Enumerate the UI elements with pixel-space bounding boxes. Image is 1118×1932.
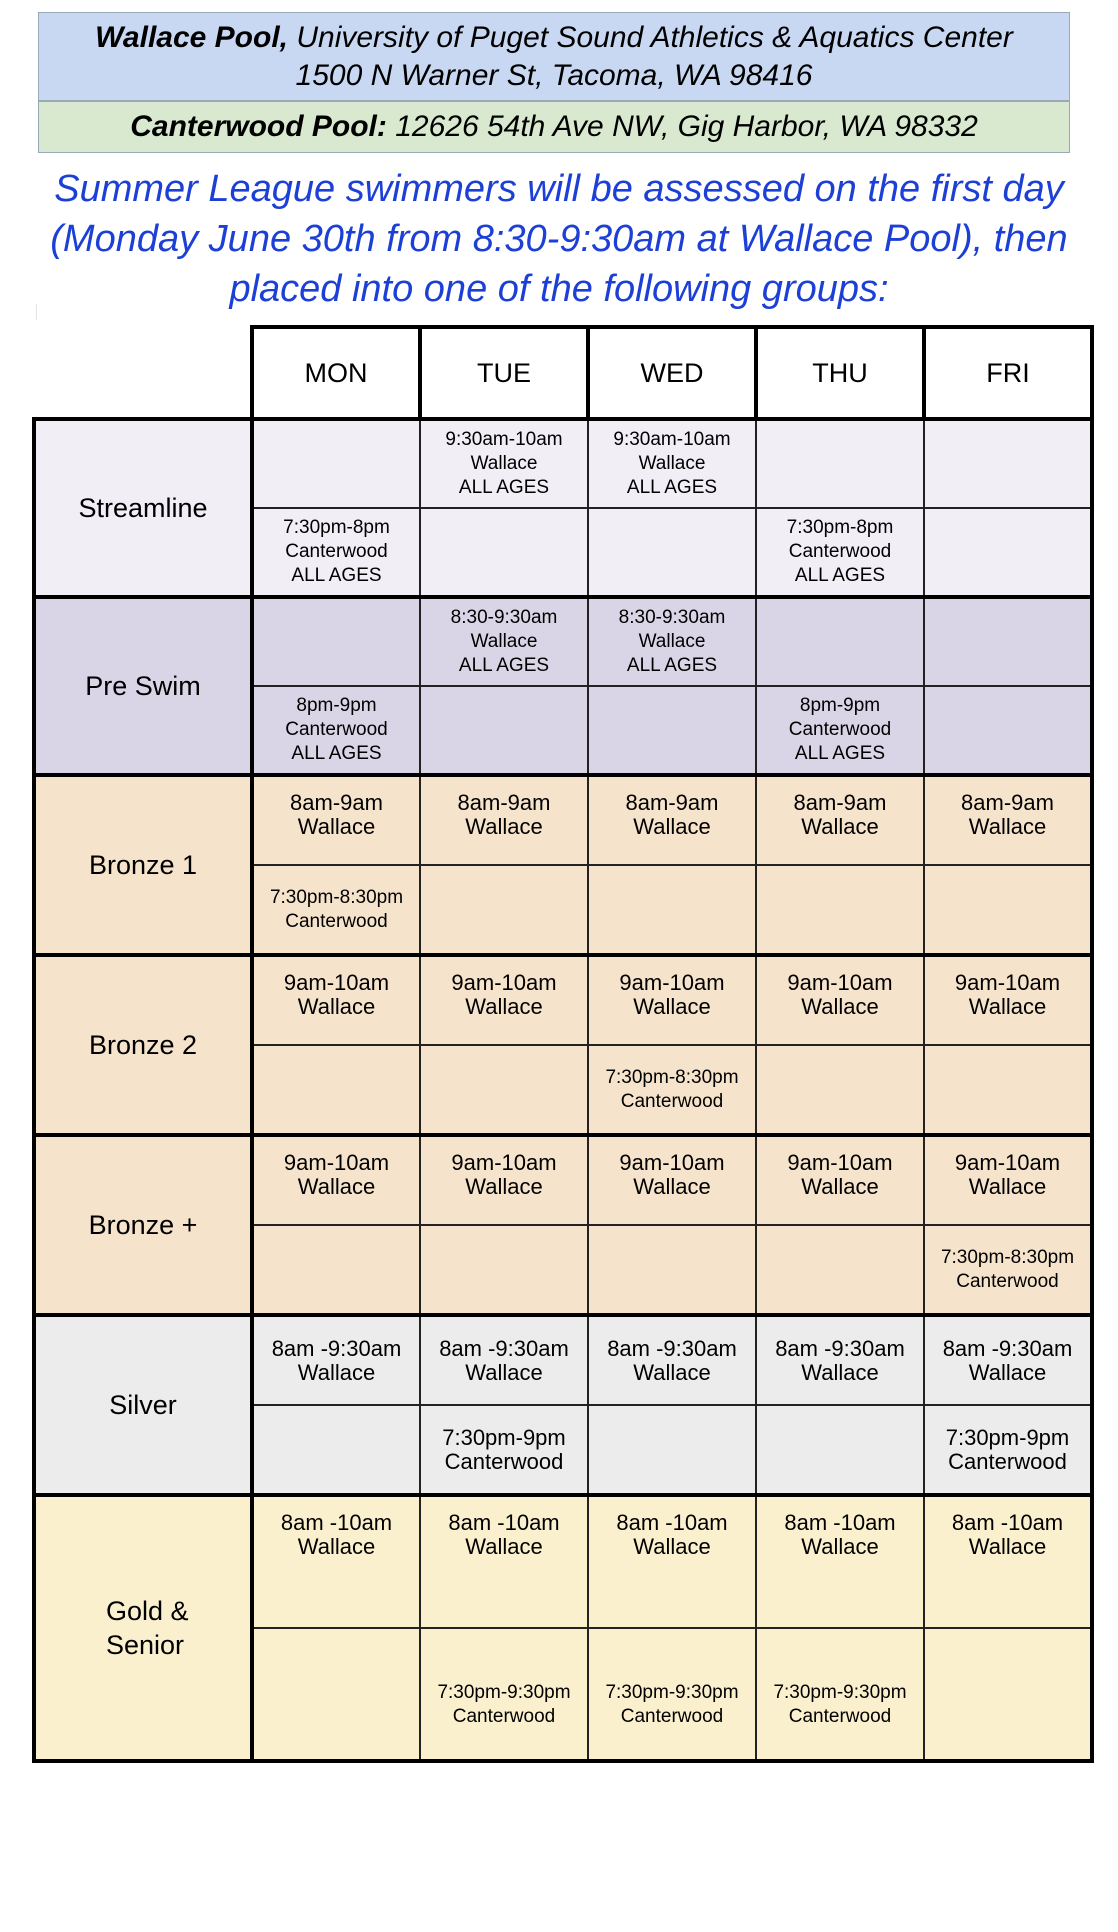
session-cell (924, 419, 1092, 508)
schedule-row (34, 775, 1092, 865)
session-cell: 8pm-9pm Canterwood ALL AGES (252, 686, 420, 775)
session-cell: 9am-10am Wallace (924, 1135, 1092, 1225)
session-cell: 8am -10am Wallace (252, 1495, 420, 1628)
group-label: Pre Swim (34, 597, 252, 775)
session-cell (588, 865, 756, 955)
session-cell (420, 1045, 588, 1135)
session-cell (756, 597, 924, 686)
wallace-pool-banner (38, 12, 1070, 101)
group-label: Silver (34, 1315, 252, 1495)
schedule-row (34, 1135, 1092, 1225)
group-label: Streamline (34, 419, 252, 597)
assessment-notice: Summer League swimmers will be assessed on the first day (Monday June 30th from 8:30-9:30am at Wallace Pool), then placed into one of the following groups: (50, 168, 1068, 310)
group-streamline (34, 419, 1092, 597)
session-cell (420, 686, 588, 775)
session-cell (252, 597, 420, 686)
schedule-table (32, 325, 1094, 1763)
session-cell (588, 1225, 756, 1315)
session-cell: 8am-9am Wallace (924, 775, 1092, 865)
divider (36, 304, 1087, 320)
group-bronze-2 (34, 955, 1092, 1135)
wallace-pool-name: Wallace Pool, (95, 21, 289, 54)
session-cell (252, 419, 420, 508)
session-cell (252, 1225, 420, 1315)
group-silver (34, 1315, 1092, 1495)
session-cell (420, 508, 588, 597)
group-gold-senior (34, 1495, 1092, 1761)
canterwood-pool-address: 12626 54th Ave NW, Gig Harbor, WA 98332 (395, 110, 978, 143)
session-cell: 8am -9:30am Wallace (588, 1315, 756, 1405)
session-cell (924, 865, 1092, 955)
session-cell: 9am-10am Wallace (756, 955, 924, 1045)
wallace-pool-address: 1500 N Warner St, Tacoma, WA 98416 (295, 59, 813, 92)
group-label: Bronze 2 (34, 955, 252, 1135)
group-bronze (34, 1135, 1092, 1315)
session-cell: 8am -9:30am Wallace (924, 1315, 1092, 1405)
session-cell: 8am -9:30am Wallace (252, 1315, 420, 1405)
schedule-row (34, 597, 1092, 686)
session-cell: 9am-10am Wallace (252, 1135, 420, 1225)
session-cell (924, 508, 1092, 597)
session-cell: 8:30-9:30am Wallace ALL AGES (588, 597, 756, 686)
session-cell: 8am -10am Wallace (756, 1495, 924, 1628)
session-cell: 8am -10am Wallace (924, 1495, 1092, 1628)
session-cell (420, 1225, 588, 1315)
session-cell: 8am -9:30am Wallace (420, 1315, 588, 1405)
session-cell: 8pm-9pm Canterwood ALL AGES (756, 686, 924, 775)
canterwood-pool-banner (38, 101, 1070, 153)
group-label: Bronze + (34, 1135, 252, 1315)
group-bronze-1 (34, 775, 1092, 955)
session-cell: 8:30-9:30am Wallace ALL AGES (420, 597, 588, 686)
schedule-row (34, 955, 1092, 1045)
session-cell (756, 1045, 924, 1135)
session-cell (588, 508, 756, 597)
session-cell: 7:30pm-9:30pm Canterwood (756, 1628, 924, 1761)
session-cell: 8am -10am Wallace (588, 1495, 756, 1628)
day-header: THU (756, 327, 924, 419)
session-cell: 7:30pm-9:30pm Canterwood (420, 1628, 588, 1761)
session-cell: 9am-10am Wallace (924, 955, 1092, 1045)
day-header: MON (252, 327, 420, 419)
session-cell: 8am-9am Wallace (420, 775, 588, 865)
session-cell: 7:30pm-8:30pm Canterwood (588, 1045, 756, 1135)
session-cell: 9:30am-10am Wallace ALL AGES (588, 419, 756, 508)
session-cell: 8am-9am Wallace (252, 775, 420, 865)
session-cell: 7:30pm-8pm Canterwood ALL AGES (756, 508, 924, 597)
session-cell (756, 1225, 924, 1315)
session-cell: 9:30am-10am Wallace ALL AGES (420, 419, 588, 508)
schedule-row (34, 419, 1092, 508)
schedule-row (34, 1315, 1092, 1405)
session-cell (756, 1405, 924, 1495)
group-label: Bronze 1 (34, 775, 252, 955)
session-cell: 9am-10am Wallace (588, 955, 756, 1045)
session-cell: 9am-10am Wallace (588, 1135, 756, 1225)
session-cell: 7:30pm-9:30pm Canterwood (588, 1628, 756, 1761)
session-cell (588, 686, 756, 775)
day-header: FRI (924, 327, 1092, 419)
corner-cell (34, 327, 252, 419)
session-cell (252, 1405, 420, 1495)
session-cell (924, 1628, 1092, 1761)
group-pre-swim (34, 597, 1092, 775)
session-cell (588, 1405, 756, 1495)
session-cell: 9am-10am Wallace (420, 955, 588, 1045)
schedule-row (34, 1495, 1092, 1628)
session-cell: 9am-10am Wallace (420, 1135, 588, 1225)
session-cell: 9am-10am Wallace (756, 1135, 924, 1225)
session-cell (924, 597, 1092, 686)
day-header: WED (588, 327, 756, 419)
group-label: Gold & Senior (34, 1495, 252, 1761)
session-cell (756, 865, 924, 955)
session-cell: 9am-10am Wallace (252, 955, 420, 1045)
session-cell: 8am -10am Wallace (420, 1495, 588, 1628)
session-cell (252, 1628, 420, 1761)
wallace-pool-description: University of Puget Sound Athletics & Aquatics Center (296, 21, 1013, 54)
session-cell (924, 686, 1092, 775)
session-cell: 7:30pm-9pm Canterwood (420, 1405, 588, 1495)
session-cell (420, 865, 588, 955)
day-header-row (34, 327, 1092, 419)
session-cell: 8am-9am Wallace (756, 775, 924, 865)
session-cell: 8am-9am Wallace (588, 775, 756, 865)
session-cell (924, 1045, 1092, 1135)
session-cell: 7:30pm-8:30pm Canterwood (252, 865, 420, 955)
session-cell (252, 1045, 420, 1135)
session-cell: 8am -9:30am Wallace (756, 1315, 924, 1405)
session-cell (756, 419, 924, 508)
day-header: TUE (420, 327, 588, 419)
canterwood-pool-name: Canterwood Pool: (130, 110, 387, 143)
session-cell: 7:30pm-8:30pm Canterwood (924, 1225, 1092, 1315)
session-cell: 7:30pm-9pm Canterwood (924, 1405, 1092, 1495)
session-cell: 7:30pm-8pm Canterwood ALL AGES (252, 508, 420, 597)
